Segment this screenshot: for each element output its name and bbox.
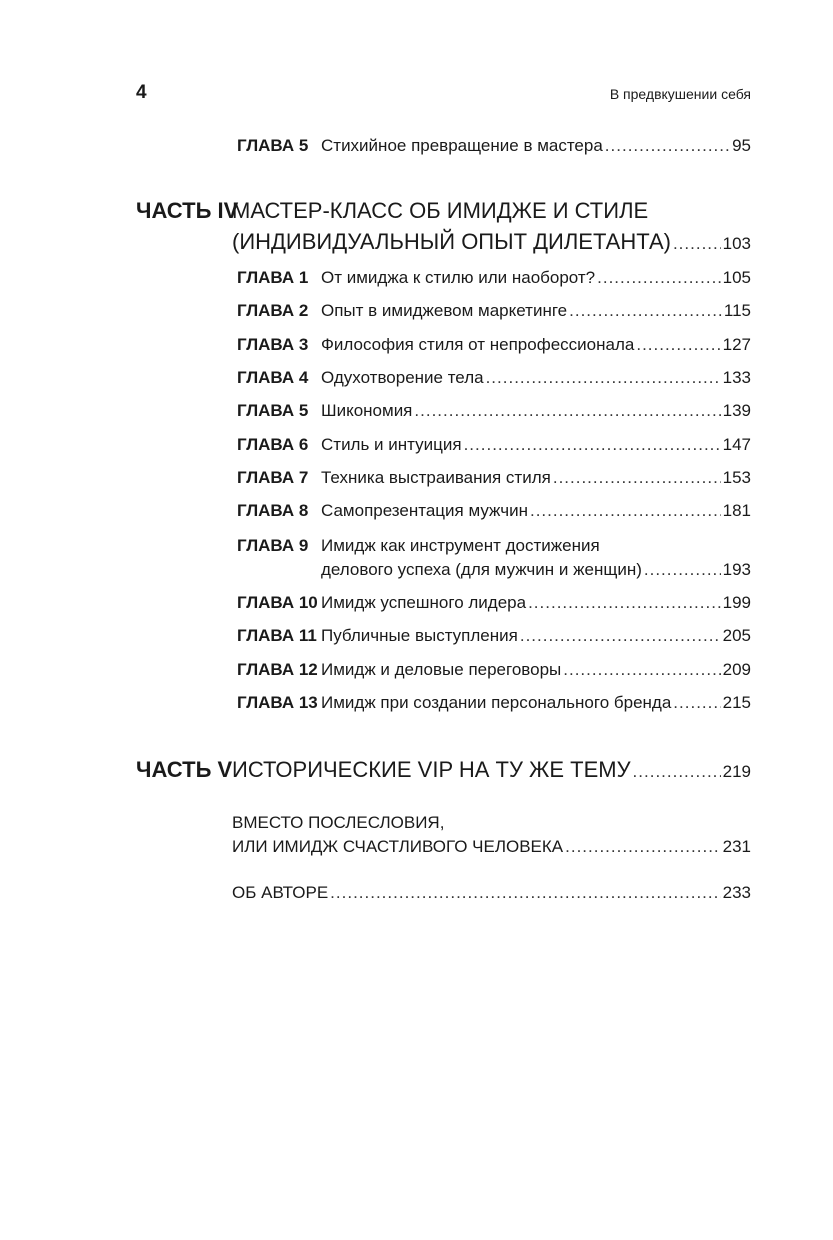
page-ref: 199 [722, 593, 751, 612]
chapter-label: ГЛАВА 6 [237, 435, 309, 454]
chapter-title: Одухотворение тела [321, 368, 484, 387]
leader-dots [673, 231, 721, 257]
leader-dots [605, 136, 730, 156]
about-title: ОБ АВТОРЕ [232, 883, 329, 902]
part-label: ЧАСТЬ IV [136, 198, 239, 223]
chapter-label: ГЛАВА 7 [237, 468, 309, 487]
page-ref: 153 [722, 468, 751, 487]
page-ref: 209 [722, 660, 751, 679]
leader-dots [553, 468, 721, 488]
chapter-label: ГЛАВА 13 [237, 693, 318, 712]
page-number: 4 [136, 82, 147, 103]
chapter-title: Имидж успешного лидера [321, 593, 527, 612]
afterword-entry-line2 [0, 836, 833, 858]
leader-dots [530, 501, 721, 521]
chapter-label: ГЛАВА 4 [237, 368, 309, 387]
toc-entry [0, 693, 833, 713]
running-title: В предвкушении себя [609, 86, 751, 102]
chapter-label: ГЛАВА 5 [237, 136, 309, 155]
toc-entry [0, 501, 833, 521]
chapter-title: Шикономия [321, 401, 413, 420]
chapter-label: ГЛАВА 8 [237, 501, 309, 520]
toc-entry [0, 136, 833, 156]
chapter-title: Философия стиля от непрофессионала [321, 335, 635, 354]
chapter-label: ГЛАВА 9 [237, 536, 309, 555]
toc-entry [0, 435, 833, 455]
leader-dots [565, 836, 721, 858]
afterword-title-line1: ВМЕСТО ПОСЛЕСЛОВИЯ, [232, 813, 445, 832]
toc-entry [0, 401, 833, 421]
afterword-title-line2: ИЛИ ИМИДЖ СЧАСТЛИВОГО ЧЕЛОВЕКА [232, 837, 564, 856]
leader-dots [520, 626, 721, 646]
page-ref: 231 [722, 837, 751, 856]
page-ref: 115 [723, 301, 751, 320]
toc-entry [0, 593, 833, 613]
chapter-title: Имидж при создании персонального бренда [321, 693, 672, 712]
chapter-label: ГЛАВА 2 [237, 301, 309, 320]
page-ref: 133 [722, 368, 751, 387]
toc-entry [0, 335, 833, 355]
page-ref: 193 [722, 560, 751, 579]
toc-entry [0, 626, 833, 646]
chapter-title: От имиджа к стилю или наоборот? [321, 268, 596, 287]
leader-dots [330, 882, 720, 904]
part-label: ЧАСТЬ V [136, 757, 233, 782]
page-ref: 105 [722, 268, 751, 287]
leader-dots [597, 268, 721, 288]
leader-dots [414, 401, 720, 421]
page-ref: 181 [722, 501, 751, 520]
leader-dots [633, 759, 721, 785]
chapter-title-line1: Имидж как инструмент достижения [321, 536, 600, 555]
about-entry [0, 882, 833, 904]
chapter-label: ГЛАВА 10 [237, 593, 318, 612]
toc-entry [0, 368, 833, 388]
part-heading-line2 [0, 229, 833, 255]
part-heading [0, 757, 833, 783]
chapter-label: ГЛАВА 3 [237, 335, 309, 354]
leader-dots [673, 693, 720, 713]
chapter-title: Имидж и деловые переговоры [321, 660, 562, 679]
chapter-label: ГЛАВА 11 [237, 626, 317, 645]
chapter-title: Публичные выступления [321, 626, 518, 645]
chapter-title: Стихийное превращение в мастера [321, 136, 603, 155]
page-ref: 205 [722, 626, 751, 645]
leader-dots [563, 660, 720, 680]
part-title-line2: (ИНДИВИДУАЛЬНЫЙ ОПЫТ ДИЛЕТАНТА) [232, 229, 671, 254]
chapter-title: Техника выстраивания стиля [321, 468, 551, 487]
page-ref: 103 [722, 234, 751, 253]
leader-dots [486, 368, 721, 388]
page-ref: 215 [722, 693, 751, 712]
toc-entry [0, 660, 833, 680]
toc-entry [0, 268, 833, 288]
toc-entry [0, 468, 833, 488]
toc-entry [0, 536, 833, 556]
part-title-line1: МАСТЕР-КЛАСС ОБ ИМИДЖЕ И СТИЛЕ [232, 198, 649, 223]
part-title: ИСТОРИЧЕСКИЕ VIP НА ТУ ЖЕ ТЕМУ [232, 757, 631, 782]
chapter-title: Самопрезентация мужчин [321, 501, 528, 520]
chapter-title: Стиль и интуиция [321, 435, 462, 454]
chapter-label: ГЛАВА 1 [237, 268, 309, 287]
chapter-title: Опыт в имиджевом маркетинге [321, 301, 568, 320]
chapter-label: ГЛАВА 12 [237, 660, 318, 679]
page-ref: 127 [722, 335, 751, 354]
leader-dots [636, 335, 720, 355]
leader-dots [569, 301, 722, 321]
page-ref: 139 [722, 401, 751, 420]
leader-dots [644, 560, 721, 580]
toc-entry [0, 301, 833, 321]
page-ref: 233 [722, 883, 751, 902]
toc-entry-continued [0, 560, 833, 580]
leader-dots [528, 593, 721, 613]
page-ref: 95 [732, 136, 751, 155]
page-ref: 219 [722, 762, 751, 781]
chapter-title: делового успеха (для мужчин и женщин) [321, 560, 642, 579]
part-heading [0, 198, 833, 224]
leader-dots [464, 435, 721, 455]
afterword-entry [0, 812, 833, 834]
chapter-label: ГЛАВА 5 [237, 401, 309, 420]
page-ref: 147 [722, 435, 751, 454]
